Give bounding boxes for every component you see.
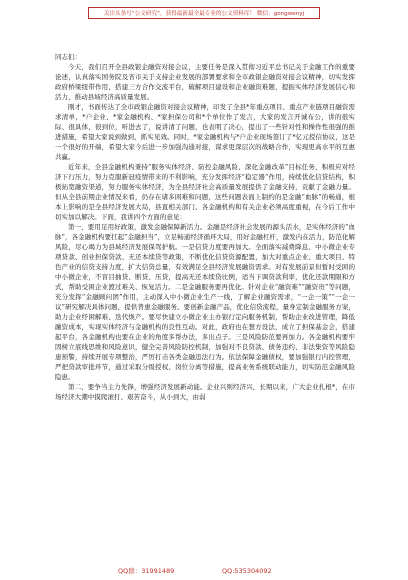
qq-group-contact: QQ群：31991489 (118, 567, 175, 575)
qq-contact: QQ:535304092 (222, 567, 272, 575)
page-footer (0, 565, 408, 577)
greeting: 同志们： (55, 53, 82, 61)
document-body (55, 52, 355, 402)
promo-banner (88, 7, 320, 19)
paragraph-meeting-review: 刚才，书面传达了全市政银企融资对接会议精神，印发了全县*年重点项目、重点产业链项目融资需求清单，*户企业、*家金融机构、*家担保公司和*个单位作了发言，大家的发言开诚布公，讲的很实际、很具体，很到位，听进去了，说讲清了问题，也表明了决心，提出了一些针对性和操作性很强的推进措施，希望大家说到做到，抓实见效。同时，*家金融机构与*户企业现场签订了*亿元授信协议，这是一个很好的开端，希望大家今后进一步加强沟通对接，谋求更深层次的战略合作，实现更高水平的互惠共赢。 (55, 103, 355, 161)
promo-banner-text: 关注头条号“公文研究”，获得最新最全最专业的公文资料库！ 微信：gongwenyj (103, 11, 305, 17)
paragraph-point-two: 第二，要争当主力先锋，增强经济发展新动能。企业兴则经济兴，长期以来，广大企业扎根*，在市场经济大潮中摸爬滚打、艰苦奋斗，从小到大，由弱 (55, 383, 355, 401)
paragraph-background: 近年来，全县金融机构秉持“服务实体经济、防控金融风险、深化金融改革”目标任务，积极应对经济下行压力，努力克服新冠疫情带来的不利影响，充分发挥经济“稳定器”作用，持续优化信贷结构，积极拓宽融资渠道，努力服务实体经济，为全县经济社会高质量发展提供了金融支持，贡献了金融力量。但从全县前期企业情况来看，仍存在诸多困难和问题，这些问题表面上制约的是金融“血脉”的畅通，根本上影响的是全县经济发展大局，县直相关部门、各金融机构和有关企业必须高度重视，在今后工作中切实加以解决。下面，我讲四个方面的意见： (55, 163, 355, 221)
paragraph-point-one: 第一，要用足用好政策，激发金融保障新活力。金融是经济社会发展的源头活水，是实体经济的“血脉”，各金融机构要扛起“金融担当”，立足畅通经济循环大局，用好金融杠杆，激发内在活力，防范化解风险，尽心竭力为县域经济发展保驾护航。一是信贷力度要再加大。全面落实减费降息、中小微企业专项贷款、创业担保贷款、无还本续贷等政策，不断优化信贷资源配置，加大对重点企业、重大项目、特色产业的信贷支持力度，扩大信贷总量，有效满足全县经济发展融资需求。对有发展前景但暂时受困的中小微企业，不盲目抽贷、断贷、压贷，提高无还本续贷比例，适当下调贷款利率，优化还款期限和方式，帮助受困企业渡过难关、恢复活力。二是金融服务要再优化。针对企业“融资难”“融资贵”等问题，充分发挥“金融顾问团”作用，主动深入中小微企业生产一线，了解企业融资需求，“一企一策”“一企一议”研究解决具体问题，提供普惠金融服务。要创新金融产品，优化信贷流程，量身定制金融服务方案，助力企业纾困解难、迭代焕产。要尽快建立小微企业主办银行定向服务机制，帮助企业改进管理，降低融资成本，实现实体经济与金融机构的良性互动。对此，政府也在想方设法，成立了担保基金会，搭建起平台，各金融机构也要在企业的角度多帮办法，多出点子。三是风险防范要再加力。各金融机构要牢固树立底线思维和风险意识，健全完善风险防控机制，加强对不良贷款、债务违约、非法集资等风险隐患预警，持续开展专项整治，严厉打击各类金融违法行为。依法保障金融债权，要加强银行内控管理，严把贷款审批环节，通过采取分级授权、岗位分离等措施，提高业务系统联动能力，切实防范金融风险隐患。 (55, 223, 355, 381)
paragraph-intro: 今天，我们召开全县政银企融资对接会议，主要任务是深入贯彻习近平总书记关于金融工作的重要论述，认真落实国务院及省市关于支持企业发展的部署要求和全市政银企融资对接会议精神，切实发挥政府桥梁纽带作用，搭建三方合作交流平台，破解项目建设和企业融资难题，提振实体经济发展信心和活力，推动县域经济高质量发展。 (55, 63, 355, 101)
